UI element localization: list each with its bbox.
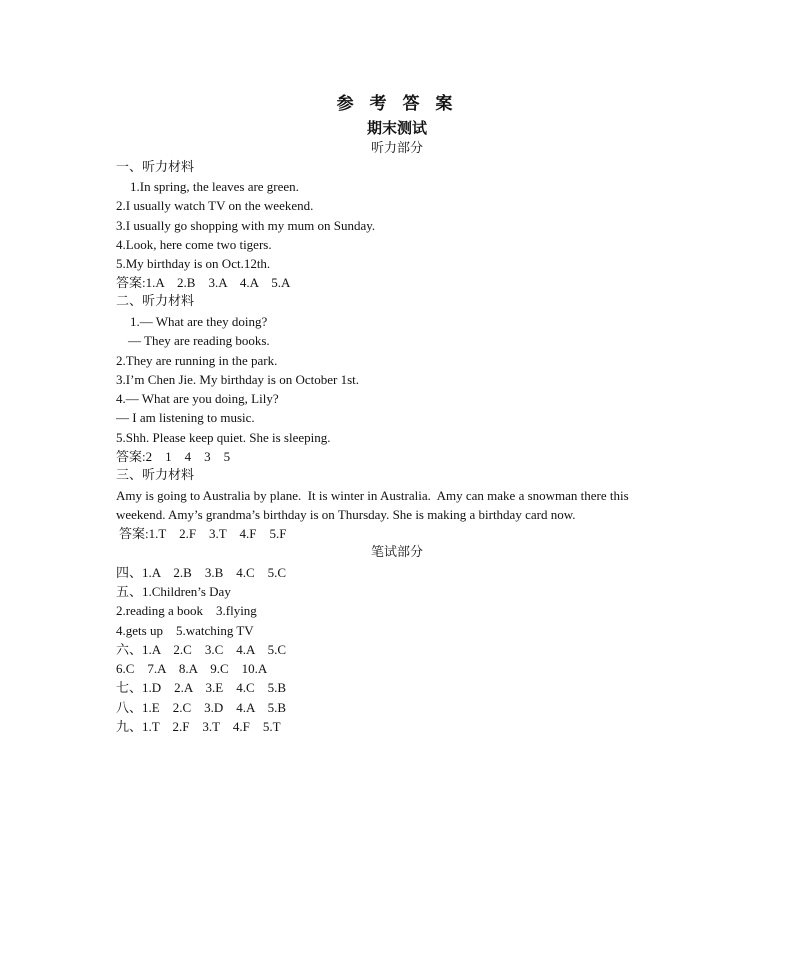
writing-answer-line: 六、1.A 2.C 3.C 4.A 5.C: [116, 642, 287, 657]
page-title: 参 考 答 案: [336, 94, 458, 114]
part2-line: — They are reading books.: [128, 333, 270, 348]
part1-heading: 一、听力材料: [116, 160, 195, 175]
writing-answer-line: 2.reading a book 3.flying: [116, 603, 257, 618]
part2-line: — I am listening to music.: [116, 410, 255, 425]
writing-answer-line: 4.gets up 5.watching TV: [116, 623, 254, 638]
part2-line: 4.— What are you doing, Lily?: [116, 391, 279, 406]
writing-answer-line: 七、1.D 2.A 3.E 4.C 5.B: [116, 680, 287, 695]
writing-answer-line: 四、1.A 2.B 3.B 4.C 5.C: [116, 565, 287, 580]
part3-line: weekend. Amy’s grandma’s birthday is on Thursday. She is making a birthday card now.: [116, 507, 576, 522]
part2-line: 5.Shh. Please keep quiet. She is sleeping.: [116, 430, 331, 445]
part2-line: 1.— What are they doing?: [130, 314, 268, 329]
listening-section-heading: 听力部分: [370, 141, 423, 156]
part2-answer: 答案:2 1 4 3 5: [116, 449, 231, 464]
part2-line: 3.I’m Chen Jie. My birthday is on October 1st.: [116, 372, 359, 387]
writing-answer-line: 九、1.T 2.F 3.T 4.F 5.T: [116, 719, 281, 734]
writing-answer-line: 6.C 7.A 8.A 9.C 10.A: [116, 661, 268, 676]
writing-answer-line: 五、1.Children’s Day: [116, 584, 231, 599]
part1-line: 3.I usually go shopping with my mum on Sunday.: [116, 218, 376, 233]
page-subtitle: 期末测试: [366, 119, 427, 137]
writing-answer-line: 八、1.E 2.C 3.D 4.A 5.B: [116, 700, 287, 715]
part1-answer: 答案:1.A 2.B 3.A 4.A 5.A: [116, 275, 291, 290]
part3-heading: 三、听力材料: [116, 468, 195, 483]
part2-heading: 二、听力材料: [116, 294, 195, 309]
part1-line: 4.Look, here come two tigers.: [116, 237, 272, 252]
part3-line: Amy is going to Australia by plane. It is winter in Australia. Amy can make a snowman there this: [116, 488, 629, 503]
writing-section-heading: 笔试部分: [370, 545, 423, 560]
part1-line: 1.In spring, the leaves are green.: [130, 179, 299, 194]
part3-answer: 答案:1.T 2.F 3.T 4.F 5.F: [119, 526, 287, 541]
part2-line: 2.They are running in the park.: [116, 353, 278, 368]
part1-line: 2.I usually watch TV on the weekend.: [116, 198, 314, 213]
part1-line: 5.My birthday is on Oct.12th.: [116, 256, 271, 271]
